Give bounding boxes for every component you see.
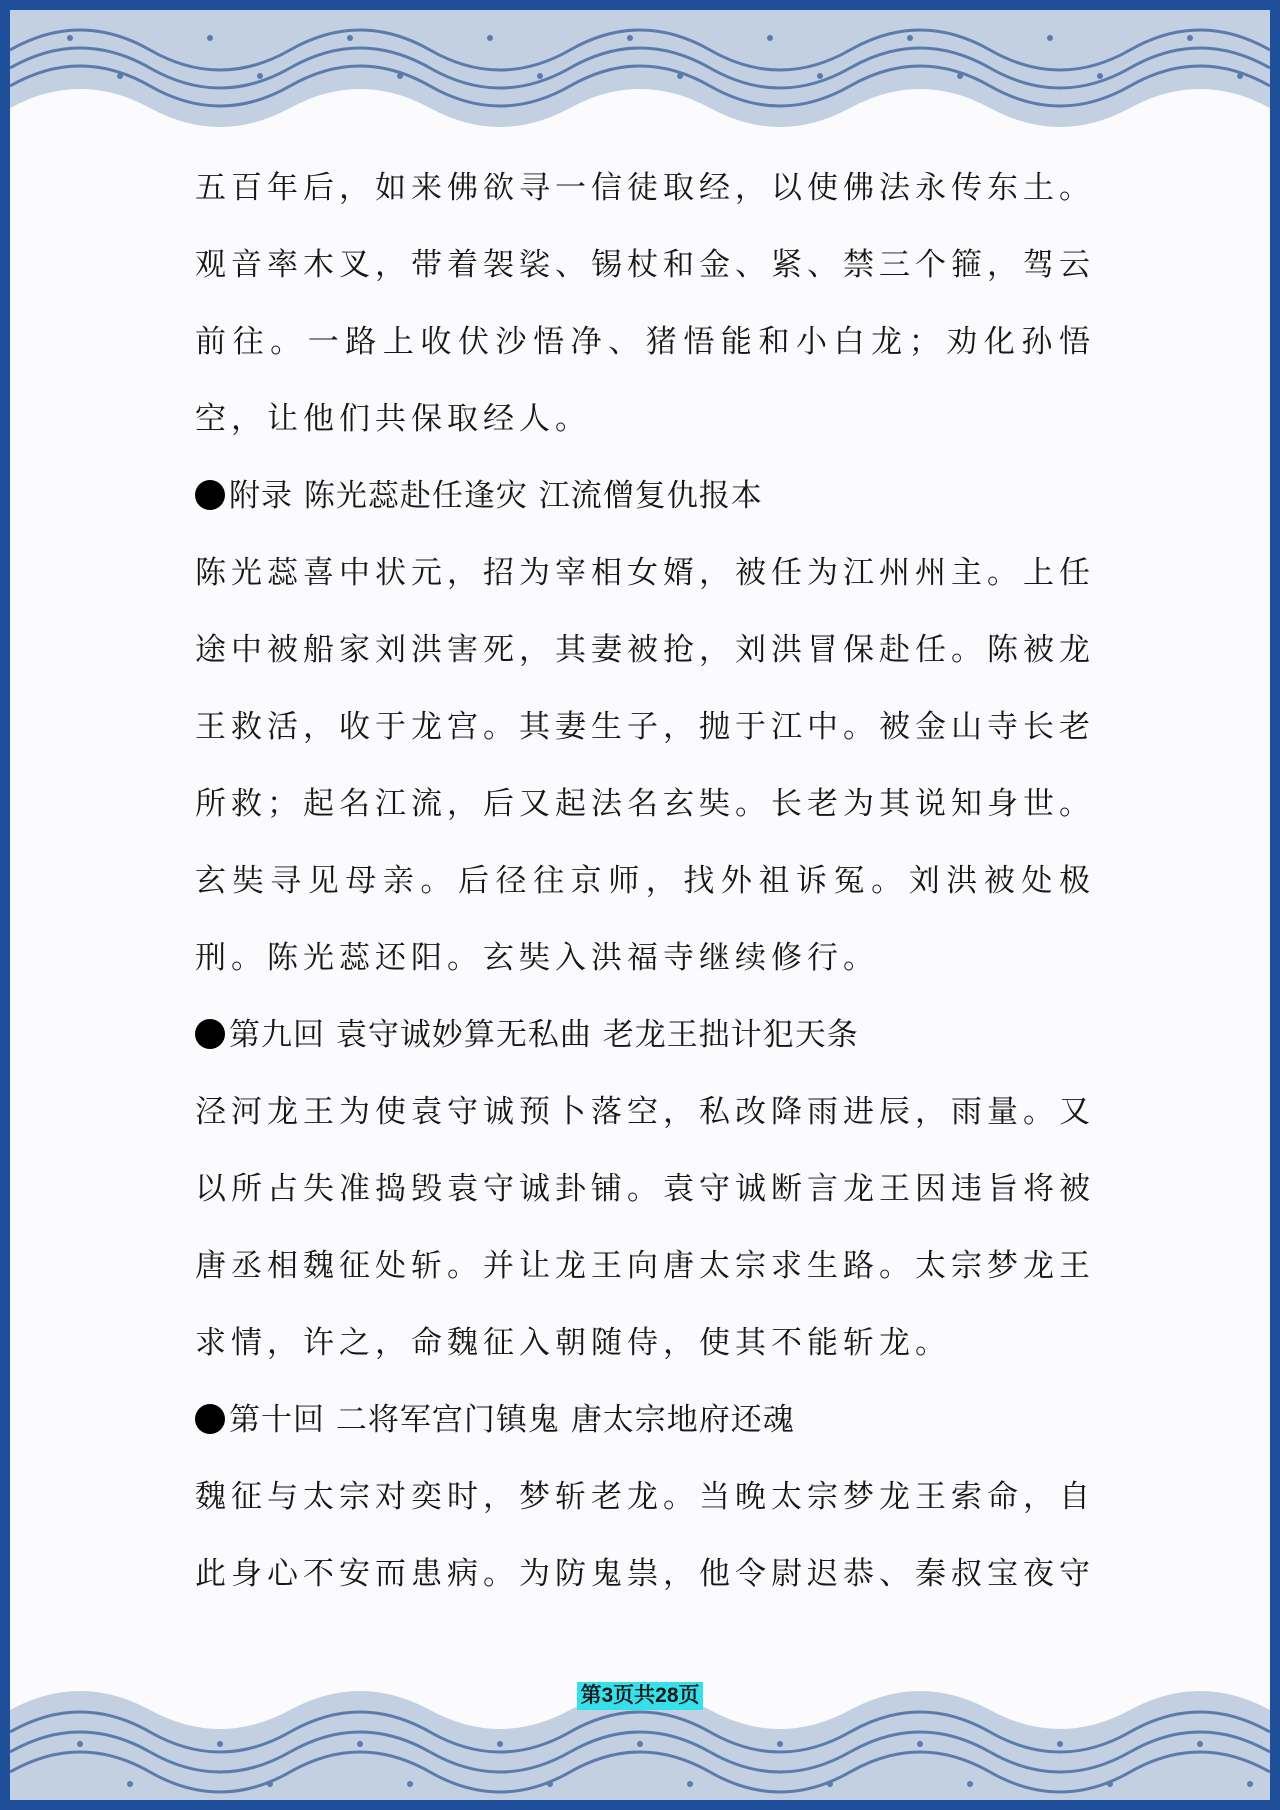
section-heading xyxy=(195,1382,1095,1459)
section-heading-text: 第十回 二将军宫门镇鬼 唐太宗地府还魂 xyxy=(229,1402,795,1438)
section-heading xyxy=(195,458,1095,535)
section-heading-text: 第九回 袁守诚妙算无私曲 老龙王拙计犯天条 xyxy=(229,1017,859,1053)
section-heading xyxy=(195,997,1095,1074)
page-number-label: 第3页共28页 xyxy=(577,1682,702,1710)
top-wave-decoration xyxy=(10,10,1270,130)
bullet-icon xyxy=(195,1019,225,1049)
bullet-icon xyxy=(195,1404,225,1434)
body-paragraph: 陈光蕊喜中状元，招为宰相女婿，被任为江州州主。上任途中被船家刘洪害死，其妻被抢，刘洪冒保赴任。陈被龙王救活，收于龙宫。其妻生子，抛于江中。被金山寺长老所救；起名江流，后又起法名玄奘。长老为其说知身世。玄奘寻见母亲。后径往京师，找外祖诉冤。刘洪被处极刑。陈光蕊还阳。玄奘入洪福寺继续修行。 xyxy=(195,555,1095,976)
wave-pattern-top xyxy=(10,10,1270,130)
bullet-icon xyxy=(195,480,225,510)
body-paragraph: 魏征与太宗对奕时，梦斩老龙。当晚太宗梦龙王索命，自此身心不安而患病。为防鬼祟，他令尉迟恭、秦叔宝夜守 xyxy=(195,1479,1095,1592)
document-body xyxy=(195,150,1095,1613)
page-footer xyxy=(10,1682,1270,1710)
body-paragraph: 泾河龙王为使袁守诚预卜落空，私改降雨进辰，雨量。又以所占失准捣毁袁守诚卦铺。袁守诚断言龙王因违旨将被唐丞相魏征处斩。并让龙王向唐太宗求生路。太宗梦龙王求情，许之，命魏征入朝随侍，使其不能斩龙。 xyxy=(195,1094,1095,1361)
body-paragraph: 五百年后，如来佛欲寻一信徒取经，以使佛法永传东土。观音率木叉，带着袈裟、锡杖和金、紧、禁三个箍，驾云前往。一路上收伏沙悟净、猪悟能和小白龙；劝化孙悟空，让他们共保取经人。 xyxy=(195,170,1095,437)
paper-sheet xyxy=(10,10,1270,1800)
section-heading-text: 附录 陈光蕊赴任逢灾 江流僧复仇报本 xyxy=(229,478,763,514)
